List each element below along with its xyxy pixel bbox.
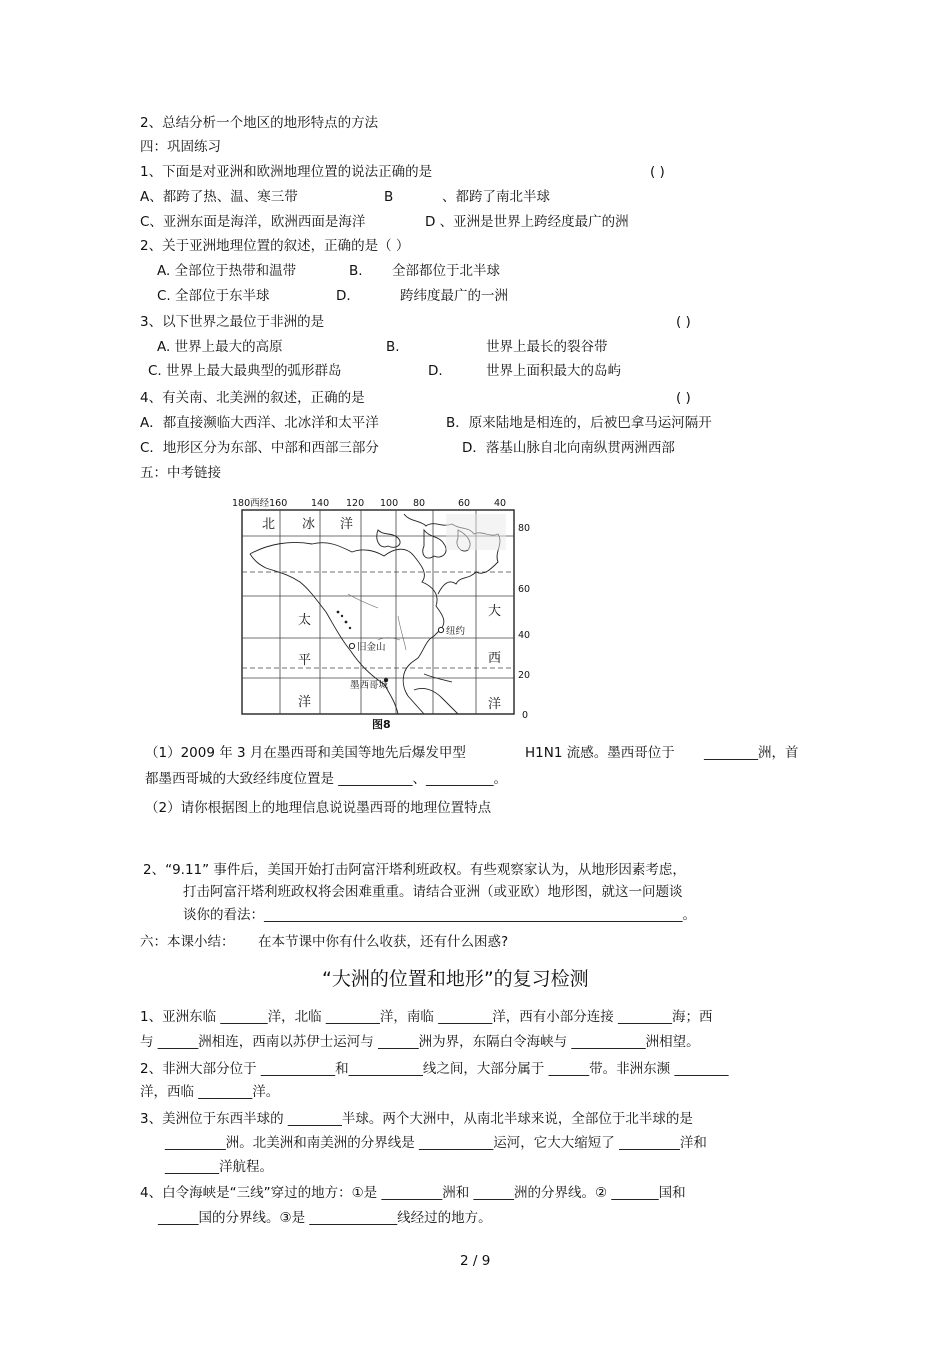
q3-option-d: 世界上面积最大的岛屿 (486, 363, 621, 379)
atlantic-ocean-label: 洋 (488, 697, 502, 712)
pacific-ocean-label: 太 (298, 613, 312, 628)
review-q2-line2: 洋，西临 ________洋。 (140, 1084, 280, 1100)
review-q3-line3: ________洋航程。 (165, 1159, 273, 1175)
q4-option-b: B．原来陆地是相连的，后被巴拿马运河隔开 (446, 415, 712, 431)
q1-option-b-letter: B (384, 189, 394, 205)
q3-option-b: 世界上最长的裂谷带 (486, 339, 608, 355)
review-q1-line1: 1、亚洲东临 _______洋，北临 ________洋，南临 ________洋，西有小部分连接 ________海；西 (140, 1009, 713, 1025)
zk1-question2: （2）请你根据图上的地理信息说说墨西哥的地理位置特点 (145, 800, 492, 816)
lat-label: 20 (518, 670, 531, 681)
lon-label: 100 (380, 498, 399, 509)
q1-option-d: D 、亚洲是世界上跨经度最广的洲 (425, 214, 629, 230)
q4-option-a: A．都直接濒临大西洋、北冰洋和太平洋 (140, 415, 379, 431)
q1-stem: 1、下面是对亚洲和欧洲地理位置的说法正确的是 (140, 164, 433, 180)
arctic-ocean-label: 冰 (302, 517, 316, 532)
q3-option-c: C. 世界上最大最典型的弧形群岛 (148, 363, 342, 379)
zk1-text-part2: H1N1 流感。墨西哥位于 (525, 745, 675, 761)
lon-label: 60 (458, 498, 471, 509)
lat-label: 80 (518, 523, 531, 534)
q4-option-d: D．落基山脉自北向南纵贯两洲西部 (462, 440, 675, 456)
review-title: “大洲的位置和地形”的复习检测 (322, 968, 589, 990)
lon-label: 120 (346, 498, 365, 509)
section-six-text: 在本节课中你有什么收获，还有什么困惑? (258, 934, 509, 950)
q4-stem: 4、有关南、北美洲的叙述，正确的是 (140, 390, 365, 406)
city-label-san-francisco: 旧金山 (357, 642, 386, 653)
zk2-line3: 谈你的看法：______________________________________________________________。 (183, 907, 696, 923)
section-six-heading: 六：本课小结： (140, 934, 235, 950)
lat-label: 0 (522, 710, 529, 721)
arctic-ocean-label: 洋 (340, 517, 354, 532)
q3-option-a: A. 世界上最大的高原 (157, 339, 283, 355)
zk1-text-part1: （1）2009 年 3 月在墨西哥和美国等地先后爆发甲型 (145, 745, 466, 761)
review-q1-line2: 与 ______洲相连，西南以苏伊士运河与 ______洲为界，东隔白令海峡与 ___________洲相望。 (140, 1034, 700, 1050)
q1-option-b: 、都跨了南北半球 (442, 189, 550, 205)
page-number: 2 / 9 (460, 1253, 491, 1269)
pacific-ocean-label: 洋 (298, 695, 312, 710)
lon-label: 140 (311, 498, 330, 509)
ice-cap-shading (446, 514, 506, 550)
zk1-line2: 都墨西哥城的大致经纬度位置是 ___________、__________。 (145, 771, 508, 787)
q2-option-c: C. 全部位于东半球 (157, 288, 270, 304)
q3-stem: 3、以下世界之最位于非洲的是 (140, 314, 325, 330)
arctic-ocean-label: 北 (262, 517, 276, 532)
zk1-text-part3: ________洲，首 (704, 745, 799, 761)
q2-option-d-letter: D. (336, 288, 351, 304)
q3-answer-paren: ( ) (676, 314, 691, 330)
q1-option-c: C、亚洲东面是海洋，欧洲西面是海洋 (140, 214, 366, 230)
q3-option-d-letter: D. (428, 363, 443, 379)
review-q4-line2: ______国的分界线。③是 _____________线经过的地方。 (158, 1210, 492, 1226)
section-four-heading: 四：巩固练习 (140, 139, 221, 155)
q4-answer-paren: ( ) (676, 390, 691, 406)
section-five-heading: 五：中考链接 (140, 465, 221, 481)
north-america-map (228, 490, 548, 730)
review-q2-line1: 2、非洲大部分位于 ___________和___________线之间，大部分属于 ______带。非洲东濒 ________ (140, 1061, 729, 1077)
q2-option-b: 全部都位于北半球 (392, 263, 500, 279)
atlantic-ocean-label: 西 (488, 651, 502, 666)
review-q4-line1: 4、白令海峡是“三线”穿过的地方：①是 _________洲和 ______洲的分界线。② _______国和 (140, 1185, 686, 1201)
q2-option-d: 跨纬度最广的一洲 (400, 288, 508, 304)
lon-label: 80 (413, 498, 426, 509)
q2-option-a: A. 全部位于热带和温带 (157, 263, 297, 279)
method-line: 2、总结分析一个地区的地形特点的方法 (140, 115, 379, 131)
city-label-new-york: 纽约 (446, 626, 466, 637)
q1-answer-paren: ( ) (650, 164, 665, 180)
pacific-ocean-label: 平 (298, 653, 312, 668)
city-marker-san-francisco (349, 643, 354, 648)
city-label-mexico-city: 墨西哥城 (350, 680, 389, 691)
zk2-line2: 打击阿富汗塔利班政权将会困难重重。请结合亚洲（或亚欧）地形图，就这一问题谈 (183, 884, 683, 900)
city-marker-new-york (438, 627, 443, 632)
lat-label: 60 (518, 584, 531, 595)
figure-caption: 图8 (372, 718, 391, 730)
lon-label: 180西经160 (232, 498, 288, 509)
atlantic-ocean-label: 大 (488, 604, 502, 619)
lon-label: 40 (494, 498, 507, 509)
q1-option-a: A、都跨了热、温、寒三带 (140, 189, 298, 205)
q2-option-b-letter: B. (349, 263, 363, 279)
zk2-line1: 2、“9.11” 事件后，美国开始打击阿富汗塔利班政权。有些观察家认为，从地形因素考虑， (143, 862, 686, 878)
lat-label: 40 (518, 630, 531, 641)
q3-option-b-letter: B. (386, 339, 400, 355)
review-q3-line1: 3、美洲位于东西半球的 ________半球。两个大洲中，从南北半球来说，全部位于北半球的是 (140, 1111, 693, 1127)
q2-stem: 2、关于亚洲地理位置的叙述，正确的是（ ） (140, 238, 410, 254)
q4-option-c: C．地形区分为东部、中部和西部三部分 (140, 440, 379, 456)
review-q3-line2: _________洲。北美洲和南美洲的分界线是 ___________运河，它大大缩短了 _________洋和 (165, 1135, 707, 1151)
